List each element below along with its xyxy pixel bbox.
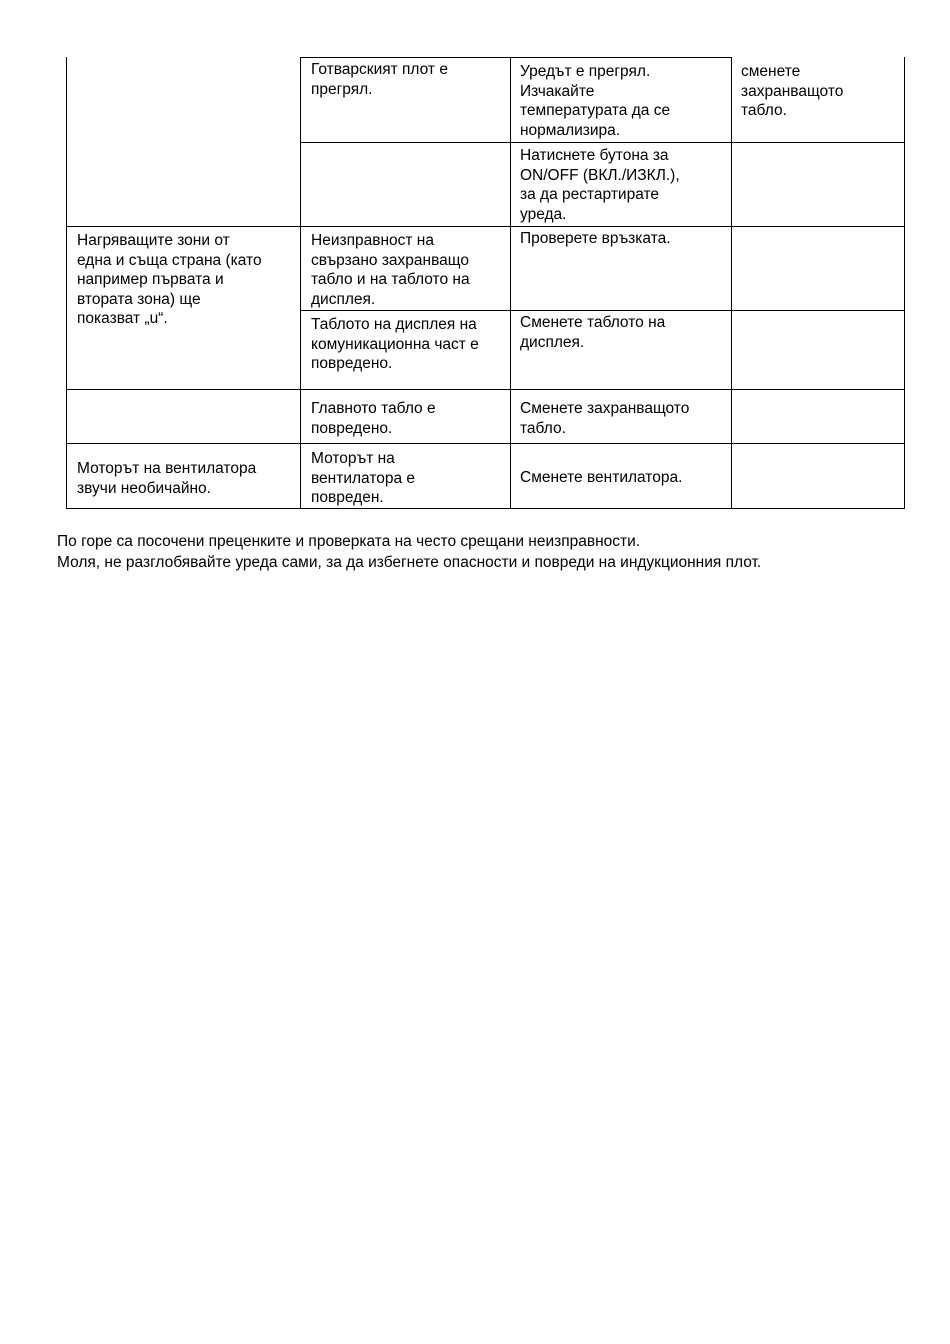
table-cell-solution: Сменете захранващото табло. [520, 400, 690, 437]
note-paragraph: По горе са посочени преценките и проверката на често срещани неизправности. [57, 533, 641, 550]
table-cell-symptom: Моторът на вентилатора звучи необичайно. [77, 460, 257, 497]
table-cell-extra: сменете захранващото табло. [741, 63, 844, 120]
table-cell-cause: Таблото на дисплея на комуникационна част е повредено. [311, 316, 479, 373]
table-cell-solution: Уредът е прегрял. Изчакайте температурата да се нормализира. [520, 63, 671, 139]
table-cell-solution: Натиснете бутона за ON/OFF (ВКЛ./ИЗКЛ.), за да рестартирате уреда. [520, 147, 680, 223]
table-cell-solution: Проверете връзката. [520, 230, 671, 247]
note-paragraph: Моля, не разглобявайте уреда сами, за да избегнете опасности и повреди на индукционния плот. [57, 554, 762, 571]
table-cell-symptom: Нагряващите зони от една и съща страна (като например първата и втората зона) ще показват „u“. [77, 232, 262, 328]
table-cell-cause: Готварският плот е прегрял. [311, 61, 448, 98]
table-cell-cause: Неизправност на свързано захранващо табло и на таблото на дисплея. [311, 232, 470, 308]
table-cell-cause: Главното табло е повредено. [311, 400, 436, 437]
table-cell-solution: Сменете таблото на дисплея. [520, 314, 666, 351]
table-cell-solution: Сменете вентилатора. [520, 469, 683, 486]
table-cell-cause: Моторът на вентилатора е повреден. [311, 450, 416, 507]
